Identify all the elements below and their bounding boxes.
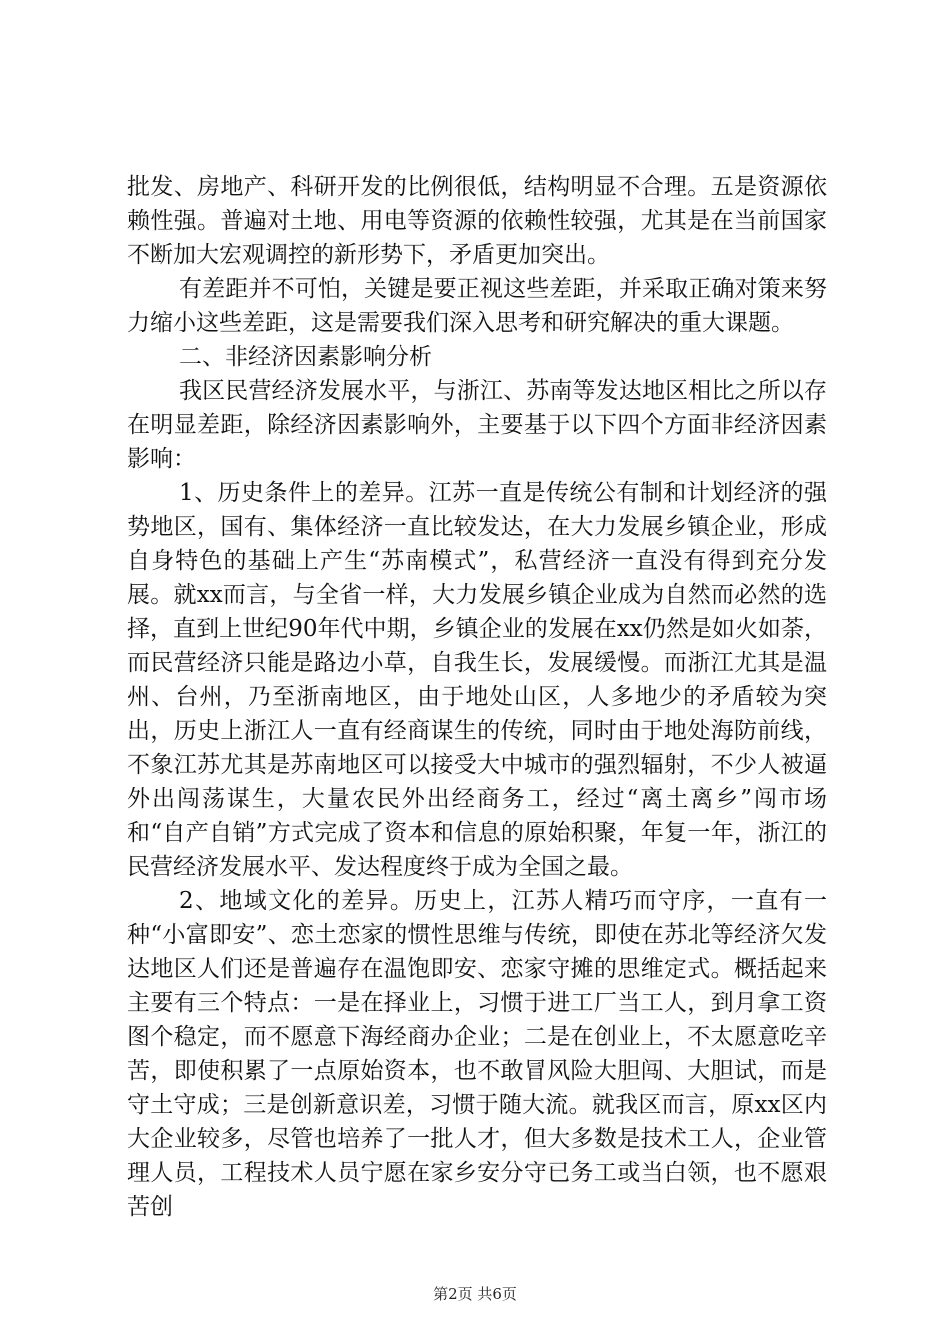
paragraph-intro-four-factors: 我区民营经济发展水平，与浙江、苏南等发达地区相比之所以存在明显差距，除经济因素影响外，主要基于以下四个方面非经济因素影响： (127, 378, 827, 472)
section-heading-non-economic-factors: 二、非经济因素影响分析 (179, 344, 432, 370)
paragraph-gap-significance: 有差距并不可怕，关键是要正视这些差距，并采取正确对策来努力缩小这些差距，这是需要我们深入思考和研究解决的重大课题。 (127, 276, 827, 336)
document-body (127, 170, 827, 1224)
paragraph-historical-differences: 1、历史条件上的差异。江苏一直是传统公有制和计划经济的强势地区，国有、集体经济一直比较发达，在大力发展乡镇企业，形成自身特色的基础上产生“苏南模式”，私营经济一直没有得到充分发展。就xx而言，与全省一样，大力发展乡镇企业成为自然而必然的选择，直到上世纪90年代中期，乡镇企业的发展在xx仍然是如火如荼，而民营经济只能是路边小草，自我生长，发展缓慢。而浙江尤其是温州、台州，乃至浙南地区，由于地处山区，人多地少的矛盾较为突出，历史上浙江人一直有经商谋生的传统，同时由于地处海防前线，不象江苏尤其是苏南地区可以接受大中城市的强烈辐射，不少人被逼外出闯荡谋生，大量农民外出经商务工，经过“离土离乡”闯市场和“自产自销”方式完成了资本和信息的原始积聚，年复一年，浙江的民营经济发展水平、发达程度终于成为全国之最。 (127, 480, 827, 880)
paragraph-regional-culture-differences: 2、地域文化的差异。历史上，江苏人精巧而守序，一直有一种“小富即安”、恋土恋家的惯性思维与传统，即使在苏北等经济欠发达地区人们还是普遍存在温饱即安、恋家守摊的思维定式。概括起来主要有三个特点：一是在择业上，习惯于进工厂当工人，到月拿工资图个稳定，而不愿意下海经商办企业；二是在创业上，不太愿意吃辛苦，即使积累了一点原始资本，也不敢冒风险大胆闯、大胆试，而是守土守成；三是创新意识差，习惯于随大流。就我区而言，原xx区内大企业较多，尽管也培养了一批人才，但大多数是技术工人，企业管理人员，工程技术人员宁愿在家乡安分守已务工或当白领，也不愿艰苦创 (127, 888, 827, 1220)
paragraph-continuation: 批发、房地产、科研开发的比例很低，结构明显不合理。五是资源依赖性强。普遍对土地、用电等资源的依赖性较强，尤其是在当前国家不断加大宏观调控的新形势下，矛盾更加突出。 (127, 174, 827, 268)
page-footer-page-number: 第2页 共6页 (433, 1285, 517, 1303)
